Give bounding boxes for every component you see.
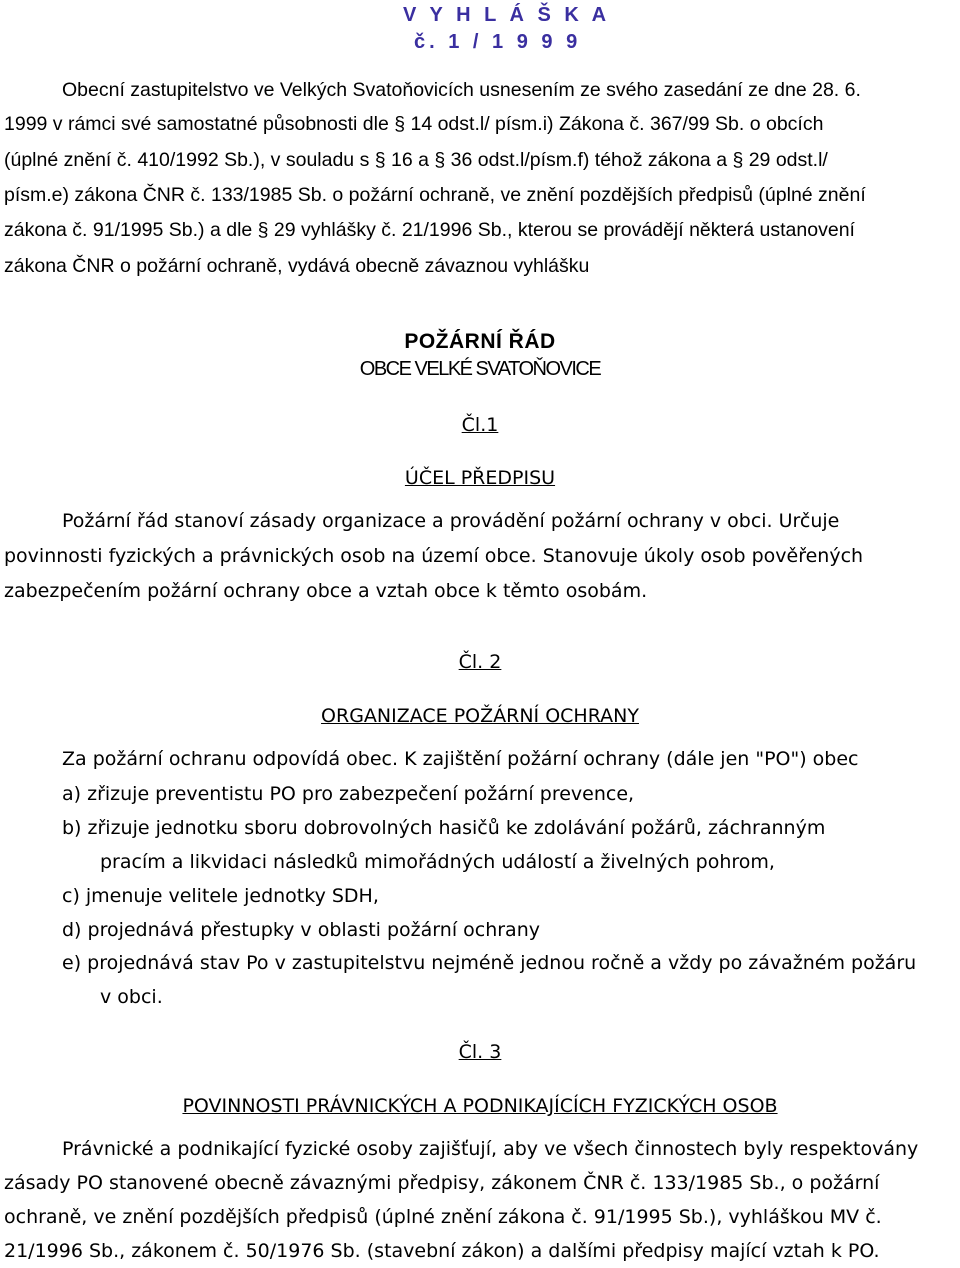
intro-line: (úplné znění č. 410/1992 Sb.), v souladu s § 16 a § 36 odst.l/písm.f) téhož zákona a § 29 odst.l/: [4, 149, 828, 171]
article-2-list-item-cont: pracím a likvidaci následků mimořádných událostí a živelných pohrom,: [100, 851, 775, 873]
article-1-line: povinnosti fyzických a právnických osob na území obce. Stanovuje úkoly osob pověřených: [4, 545, 864, 567]
article-3-line: Právnické a podnikající fyzické osoby zajišťují, aby ve všech činnostech byly respektovány: [62, 1138, 919, 1160]
intro-line: zákona ČNR o požární ochraně, vydává obecně závaznou vyhlášku: [4, 255, 590, 277]
article-1-number: Čl.1: [461, 414, 499, 436]
article-2-number: Čl. 2: [458, 651, 502, 673]
document-title: POŽÁRNÍ ŘÁD: [404, 330, 556, 353]
article-2-heading: ORGANIZACE POŽÁRNÍ OCHRANY: [321, 705, 639, 727]
document-header-number: č. 1 / 1 9 9 9: [414, 31, 582, 53]
article-3-line: 21/1996 Sb., zákonem č. 50/1976 Sb. (stavební zákon) a dalšími předpisy mající vztah k PO.: [4, 1240, 880, 1262]
article-3-number: Čl. 3: [458, 1041, 502, 1063]
document-subtitle: OBCE VELKÉ SVATOŇOVICE: [359, 358, 601, 380]
article-3-line: zásady PO stanovené obecně závaznými předpisy, zákonem ČNR č. 133/1985 Sb., o požární: [4, 1172, 880, 1194]
article-2-list-item: b) zřizuje jednotku sboru dobrovolných hasičů ke zdolávání požárů, záchranným: [62, 817, 826, 839]
document-header-title: V Y H L Á Š K A: [403, 4, 611, 26]
article-1-line: zabezpečením požární ochrany obce a vztah obce k těmto osobám.: [4, 580, 648, 602]
article-2-list-item-cont: v obci.: [100, 986, 163, 1008]
intro-line: zákona č. 91/1995 Sb.) a dle § 29 vyhlášky č. 21/1996 Sb., kterou se provádějí některá ustanovení: [4, 219, 855, 241]
article-2-list-item: d) projednává přestupky v oblasti požární ochrany: [62, 919, 540, 941]
intro-line: písm.e) zákona ČNR č. 133/1985 Sb. o požární ochraně, ve znění pozdějších předpisů (úplné znění: [4, 184, 866, 206]
article-1-heading: ÚČEL PŘEDPISU: [404, 467, 556, 489]
article-2-line: Za požární ochranu odpovídá obec. K zajištění požární ochrany (dále jen "PO") obec: [62, 748, 859, 770]
intro-line: 1999 v rámci své samostatné působnosti dle § 14 odst.l/ písm.i) Zákona č. 367/99 Sb. o obcích: [4, 113, 824, 135]
article-2-list-item: c) jmenuje velitele jednotky SDH,: [62, 885, 379, 907]
article-3-line: ochraně, ve znění pozdějších předpisů (úplné znění zákona č. 91/1995 Sb.), vyhláškou MV č.: [4, 1206, 882, 1228]
article-2-list-item: a) zřizuje preventistu PO pro zabezpečení požární prevence,: [62, 783, 635, 805]
article-3-heading: POVINNOSTI PRÁVNICKÝCH A PODNIKAJÍCÍCH FYZICKÝCH OSOB: [182, 1095, 778, 1117]
article-1-line: Požární řád stanoví zásady organizace a provádění požární ochrany v obci. Určuje: [62, 510, 840, 532]
article-2-list-item: e) projednává stav Po v zastupitelstvu nejméně jednou ročně a vždy po závažném požáru: [62, 952, 917, 974]
intro-line: Obecní zastupitelstvo ve Velkých Svatoňovicích usnesením ze svého zasedání ze dne 28. 6.: [62, 79, 861, 101]
